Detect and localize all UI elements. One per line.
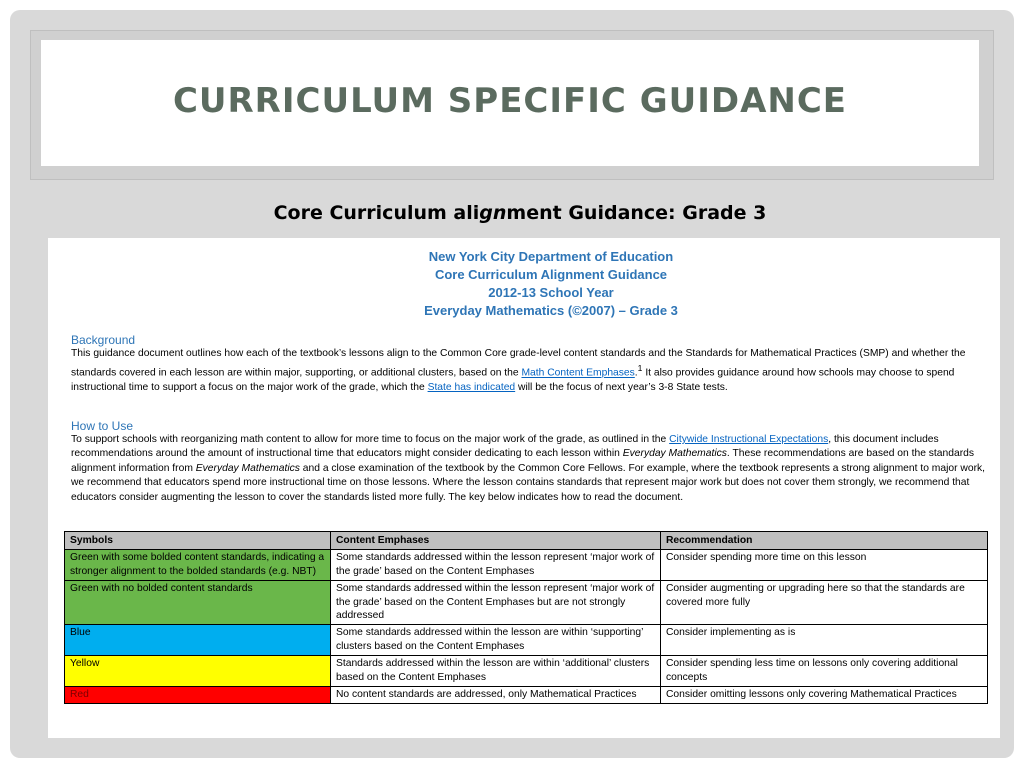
background-text-2: .: [634, 367, 638, 379]
recommendation-cell: Consider spending more time on this lesson: [661, 550, 988, 581]
subtitle-part-1: Core Curriculum ali: [273, 202, 480, 224]
emphasis-cell: Standards addressed within the lesson are within ‘additional’ clusters based on the Content Emphases: [331, 656, 661, 687]
background-text-3: It also provides guidance around how schools may choose to spend instructional time to support a focus on the major work of the grade, which the: [71, 367, 955, 394]
symbol-cell-green-plain: Green with no bolded content standards: [65, 581, 331, 625]
how-to-use-text-4: and a close examination of the textbook by the Common Core Fellows. For example, where the textbook represents a strong alignment to major work, we recommend that educators spend more instructional time on those lessons. Where the lesson contains standards that represent major work but does not cover them strongly, we recommend that educators consider augmenting the lesson to cover the standards listed more fully. The key below indicates how to read the document.: [71, 462, 986, 503]
table-row: [65, 625, 988, 656]
background-paragraph: [71, 347, 986, 396]
how-to-use-italic-1: Everyday Mathematics: [622, 448, 727, 460]
recommendation-cell: Consider omitting lessons only covering Mathematical Practices: [661, 687, 988, 704]
emphasis-cell: Some standards addressed within the lesson represent ‘major work of the grade’ based on the Content Emphases: [331, 550, 661, 581]
header-line-curriculum: Everyday Mathematics (©2007) – Grade 3: [424, 303, 678, 318]
slide-title: CURRICULUM SPECIFIC GUIDANCE: [172, 81, 848, 121]
how-to-use-text-3: . These recommendations are based on the standards alignment information from: [71, 448, 975, 474]
how-to-use-italic-2: Everyday Mathematics: [195, 462, 300, 474]
subtitle-part-3: ment Guidance: Grade 3: [506, 202, 767, 224]
how-to-use-paragraph: [71, 433, 986, 505]
emphasis-cell: Some standards addressed within the lesson are within ‘supporting’ clusters based on the Content Emphases: [331, 625, 661, 656]
table-row: [65, 581, 988, 625]
header-line-document-name: Core Curriculum Alignment Guidance: [434, 267, 668, 282]
symbol-cell-blue: Blue: [65, 625, 331, 656]
subtitle-part-2: gn: [479, 202, 507, 224]
header-recommendation: Recommendation: [661, 532, 988, 550]
table-row: [65, 656, 988, 687]
math-content-emphases-link[interactable]: Math Content Emphases: [521, 367, 635, 379]
how-to-use-text-1: To support schools with reorganizing math content to allow for more time to focus on the major work of the grade, as outlined in the: [71, 434, 670, 445]
citywide-instructional-expectations-link[interactable]: Citywide Instructional Expectations: [669, 434, 829, 445]
footnote-marker: 1: [637, 363, 643, 374]
recommendation-cell: Consider augmenting or upgrading here so that the standards are covered more fully: [661, 581, 988, 625]
symbol-red-label: Red: [70, 689, 89, 701]
header-content-emphases: Content Emphases: [331, 532, 661, 550]
emphasis-cell: Some standards addressed within the lesson represent ‘major work of the grade’ based on the Content Emphases but are not strongly addressed: [331, 581, 661, 625]
title-box: [41, 40, 979, 166]
recommendation-cell: Consider implementing as is: [661, 625, 988, 656]
how-to-use-text-2: , this document includes recommendations around the amount of instructional time that educators might consider dedicating to each lesson within: [71, 434, 939, 460]
key-table: [64, 531, 988, 704]
emphasis-cell: No content standards are addressed, only Mathematical Practices: [331, 687, 661, 704]
header-line-organization: New York City Department of Education: [428, 249, 674, 264]
symbol-cell-green-bolded: Green with some bolded content standards, indicating a stronger alignment to the bolded standards (e.g. NBT): [65, 550, 331, 581]
how-to-use-heading: How to Use: [71, 419, 134, 433]
symbol-cell-yellow: Yellow: [65, 656, 331, 687]
recommendation-cell: Consider spending less time on lessons only covering additional concepts: [661, 656, 988, 687]
document-header: [48, 248, 1000, 320]
symbol-cell-red: [65, 687, 331, 704]
header-symbols: Symbols: [65, 532, 331, 550]
state-has-indicated-link[interactable]: State has indicated: [427, 382, 516, 394]
background-text-1: This guidance document outlines how each of the textbook’s lessons align to the Common Core grade-level content standards and the Standards for Mathematical Practices (SMP) and whether the standards covered in each lesson are within major, supporting, or additional clusters, based on the: [71, 348, 966, 379]
table-row: [65, 687, 988, 704]
background-text-4: will be the focus of next year’s 3-8 State tests.: [515, 382, 728, 394]
table-row: [65, 550, 988, 581]
header-line-school-year: 2012-13 School Year: [488, 285, 614, 300]
table-header-row: [65, 532, 988, 550]
background-heading: Background: [71, 333, 136, 347]
slide-subtitle: [0, 202, 1024, 224]
document-image: [48, 238, 1000, 738]
